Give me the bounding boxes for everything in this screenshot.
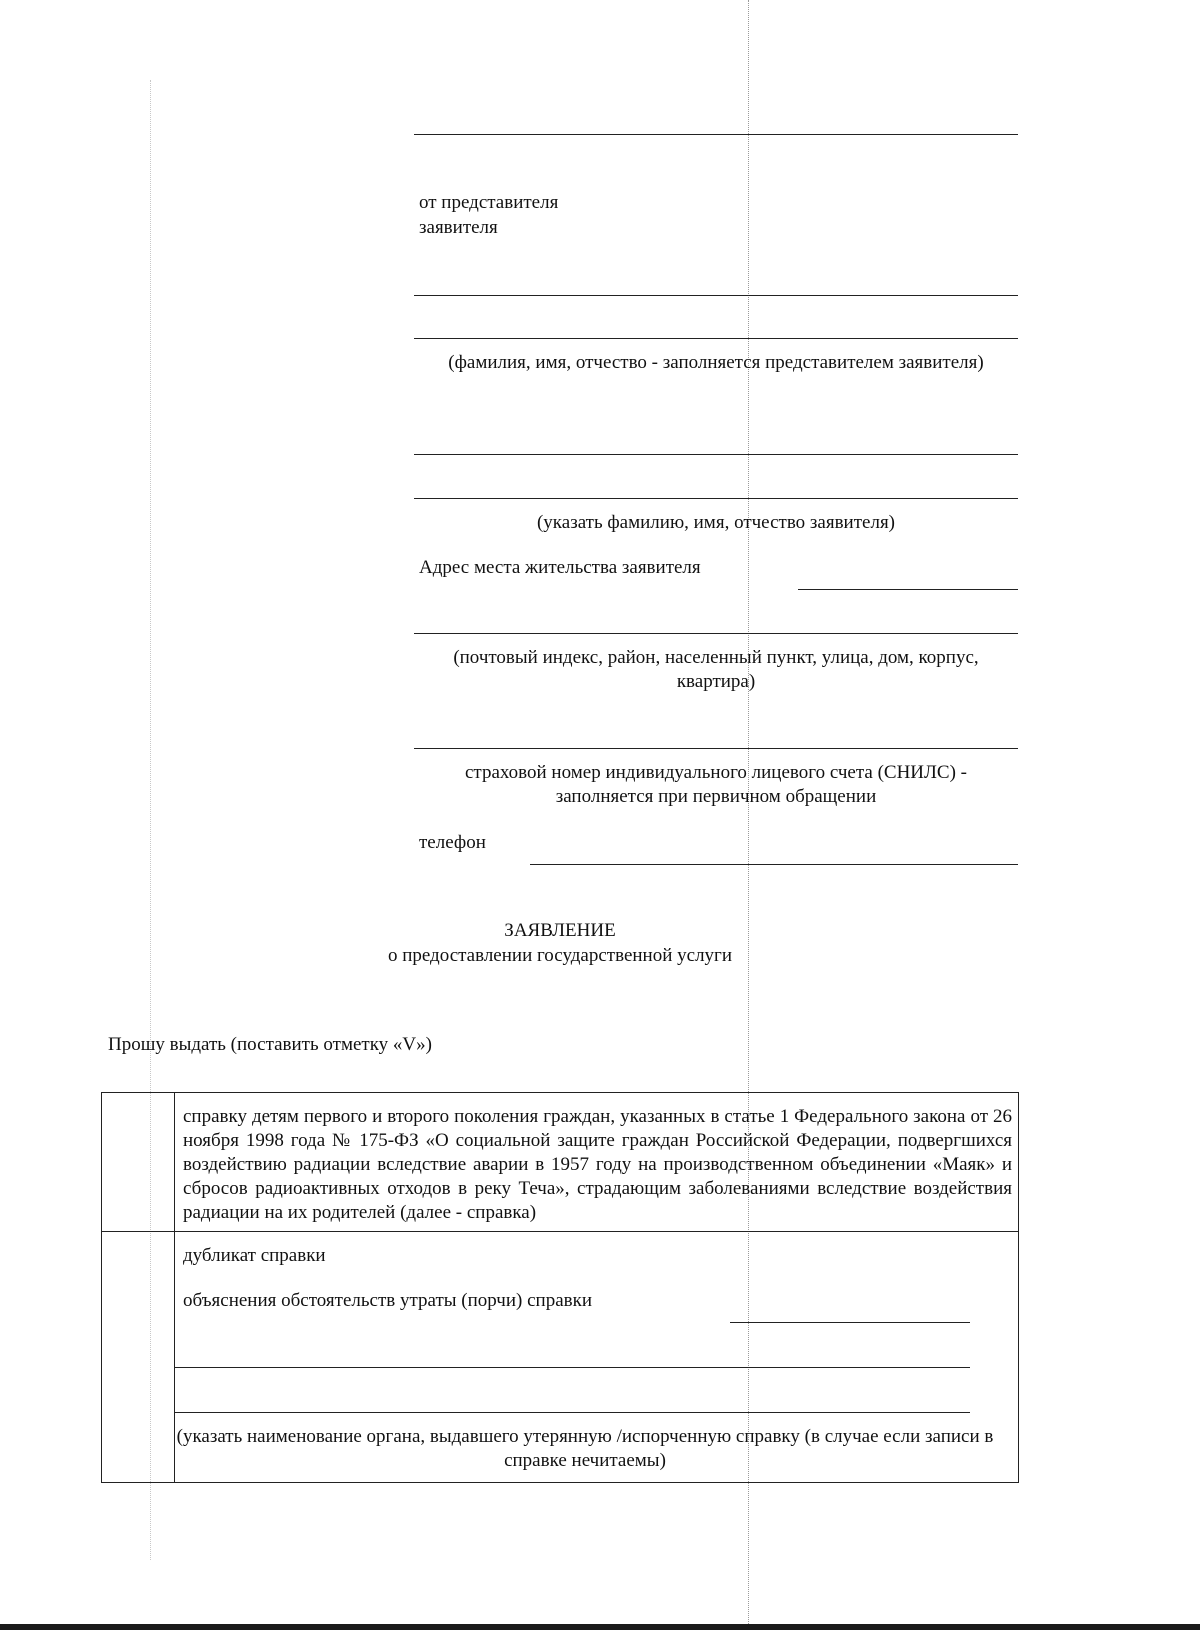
- loss-explanation-label: объяснения обстоятельств утраты (порчи) справки: [183, 1290, 593, 1311]
- phone-label: телефон: [419, 832, 486, 853]
- text-cell-duplicate: [175, 1232, 1019, 1483]
- representative-name-caption: (фамилия, имя, отчество - заполняется представителем заявителя): [448, 352, 984, 373]
- applicant-name-caption: (указать фамилию, имя, отчество заявителя): [536, 512, 896, 533]
- phone-line[interactable]: [530, 864, 1018, 865]
- representative-name-line-2[interactable]: [414, 338, 1018, 339]
- duplicate-option-text: дубликат справки: [183, 1245, 326, 1266]
- address-line-short[interactable]: [798, 589, 1018, 590]
- representative-name-line-1[interactable]: [414, 295, 1018, 296]
- loss-explanation-line-1[interactable]: [175, 1367, 970, 1368]
- document-title: ЗАЯВЛЕНИЕ: [504, 920, 616, 941]
- address-caption: (почтовый индекс, район, населенный пункт, улица, дом, корпус, квартира): [453, 647, 979, 692]
- address-line-full[interactable]: [414, 633, 1018, 634]
- request-options-table: [101, 1092, 1019, 1483]
- table-row: [102, 1093, 1019, 1232]
- applicant-name-line-2[interactable]: [414, 498, 1018, 499]
- text-cell-certificate: [175, 1093, 1019, 1232]
- address-label: Адрес места жительства заявителя: [419, 557, 701, 578]
- addressee-line[interactable]: [414, 134, 1018, 135]
- mark-cell-duplicate[interactable]: [102, 1232, 175, 1483]
- from-representative-label: от представителя: [419, 192, 559, 213]
- applicant-name-line-1[interactable]: [414, 454, 1018, 455]
- request-intro: Прошу выдать (поставить отметку «V»): [108, 1034, 432, 1055]
- scan-bottom-edge: [0, 1624, 1200, 1630]
- table-row: [102, 1232, 1019, 1483]
- loss-explanation-line-short[interactable]: [730, 1322, 970, 1323]
- snils-caption: страховой номер индивидуального лицевого счета (СНИЛС) - заполняется при первичном обращении: [465, 762, 967, 807]
- mark-cell-certificate[interactable]: [102, 1093, 175, 1232]
- applicant-word-label: заявителя: [419, 217, 498, 238]
- document-subtitle: о предоставлении государственной услуги: [387, 945, 733, 966]
- snils-line[interactable]: [414, 748, 1018, 749]
- loss-explanation-line-2[interactable]: [175, 1412, 970, 1413]
- issuing-authority-caption: (указать наименование органа, выдавшего утерянную /испорченную справку (в случае если записи в справке нечитаемы): [176, 1426, 994, 1471]
- certificate-option-text: справку детям первого и второго поколения граждан, указанных в статье 1 Федерального закона от 26 ноября 1998 года № 175-ФЗ «О социальной защите граждан Российской Федерации, подвергшихся воздействию радиации вследствие аварии в 1957 году на производственном объединении «Маяк» и сбросов радиоактивных отходов в реку Теча», страдающим заболеваниями вследствие воздействия радиации на их родителей (далее - справка): [183, 1106, 1012, 1223]
